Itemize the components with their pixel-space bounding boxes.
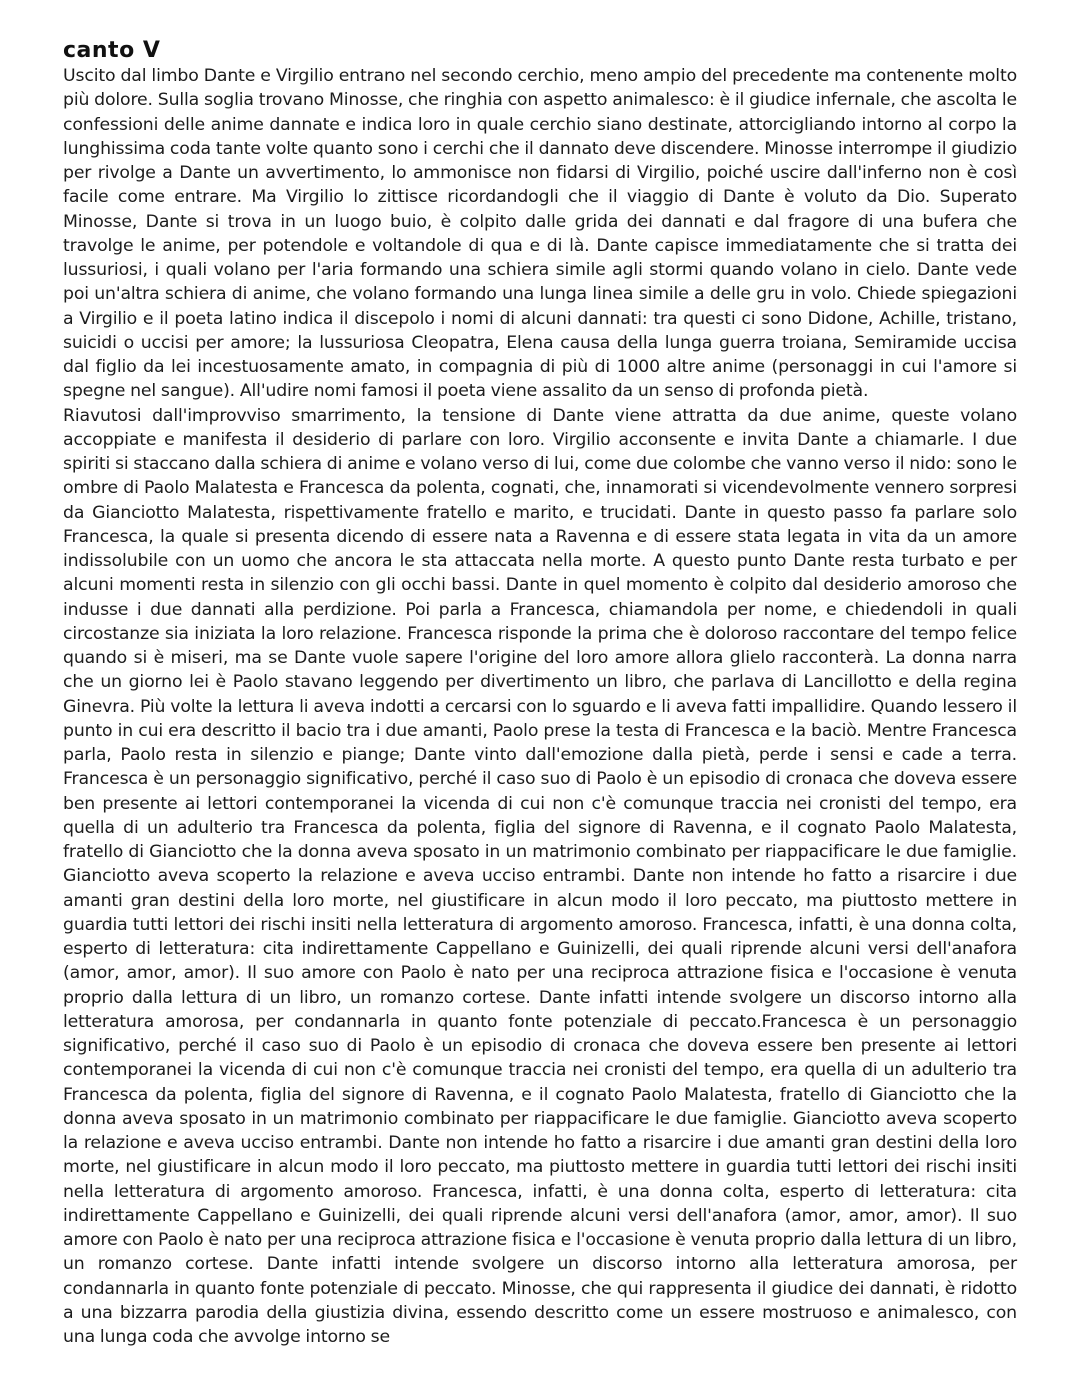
- page-title: canto V: [63, 38, 161, 63]
- paragraph-paolo-francesca: Riavutosi dall'improvviso smarrimento, la tensione di Dante viene attratta da due anime, queste volano accoppiate e manifesta il desiderio di parlare con loro. Virgilio acconsente e invita Dante a chiamarle. I due spiriti si staccano dalla schiera di anime e volano verso di lui, come due colombe che vanno verso il nido: sono le ombre di Paolo Malatesta e Francesca da polenta, cognati, che, innamorati si vicendevolmente vennero sorpresi da Gianciotto Malatesta, rispettivamente fratello e marito, e trucidati. Dante in questo passo fa parlare solo Francesca, la quale si presenta dicendo di essere nata a Ravenna e di essere stata legata in vita da un amore indissolubile con un uomo che ancora le sta attaccata nella morte. A questo punto Dante resta turbato e per alcuni momenti resta in silenzio con gli occhi bassi. Dante in quel momento è colpito dal desiderio amoroso che indusse i due dannati alla perdizione. Poi parla a Francesca, chiamandola per nome, e chiedendoli in quali circostanze sia iniziata la loro relazione. Francesca risponde la prima che è doloroso raccontare del tempo felice quando si è miseri, ma se Dante vuole sapere l'origine del loro amore allora glielo racconterà. La donna narra che un giorno lei è Paolo stavano leggendo per divertimento un libro, che parlava di Lancillotto e della regina Ginevra. Più volte la lettura li aveva indotti a cercarsi con lo sguardo e li aveva fatti impallidire. Quando lessero il punto in cui era descritto il bacio tra i due amanti, Paolo prese la testa di Francesca e la baciò. Mentre Francesca parla, Paolo resta in silenzio e piange; Dante vinto dall'emozione dalla pietà, perde i sensi e cade a terra. Francesca è un personaggio significativo, perché il caso suo di Paolo è un episodio di cronaca che doveva essere ben presente ai lettori contemporanei la vicenda di cui non c'è comunque traccia nei cronisti del tempo, era quella di un adulterio tra Francesca da polenta, figlia del signore di Ravenna, e il cognato Paolo Malatesta, fratello di Gianciotto che la donna aveva sposato in un matrimonio combinato per riappacificare le due famiglie. Gianciotto aveva scoperto la relazione e aveva ucciso entrambi. Dante non intende ho fatto a risarcire i due amanti gran destini della loro morte, nel giustificare in alcun modo il loro peccato, ma piuttosto mettere in guardia tutti lettori dei rischi insiti nella letteratura di argomento amoroso. Francesca, infatti, è una donna colta, esperto di letteratura: cita indirettamente Cappellano e Guinizelli, dei quali riprende alcuni versi dell'anafora (amor, amor, amor). Il suo amore con Paolo è nato per una reciproca attrazione fisica e l'occasione è venuta proprio dalla lettura di un libro, un romanzo cortese. Dante infatti intende svolgere un discorso intorno alla letteratura amorosa, per condannarla in quanto fonte potenziale di peccato.Francesca è un personaggio significativo, perché il caso suo di Paolo è un episodio di cronaca che doveva essere ben presente ai lettori contemporanei la vicenda di cui non c'è comunque traccia nei cronisti del tempo, era quella di un adulterio tra Francesca da polenta, figlia del signore di Ravenna, e il cognato Paolo Malatesta, fratello di Gianciotto che la donna aveva sposato in un matrimonio combinato per riappacificare le due famiglie. Gianciotto aveva scoperto la relazione e aveva ucciso entrambi. Dante non intende ho fatto a risarcire i due amanti gran destini della loro morte, nel giustificare in alcun modo il loro peccato, ma piuttosto mettere in guardia tutti lettori dei rischi insiti nella letteratura di argomento amoroso. Francesca, infatti, è una donna colta, esperto di letteratura: cita indirettamente Cappellano e Guinizelli, dei quali riprende alcuni versi dell'anafora (amor, amor, amor). Il suo amore con Paolo è nato per una reciproca attrazione fisica e l'occasione è venuta proprio dalla lettura di un libro, un romanzo cortese. Dante infatti intende svolgere un discorso intorno alla letteratura amorosa, per condannarla in quanto fonte potenziale di peccato. Minosse, che qui rappresenta il giudice dei dannati, è ridotto a una bizzarra parodia della giustizia divina, essendo descritto come un essere mostruoso e animalesco, con una lunga coda che avvolge intorno se: [63, 405, 1017, 1347]
- document-page: [63, 38, 1017, 1349]
- paragraph-summary-first-part: Uscito dal limbo Dante e Virgilio entrano nel secondo cerchio, meno ampio del precedente ma contenente molto più dolore. Sulla soglia trovano Minosse, che ringhia con aspetto animalesco: è il giudice infernale, che ascolta le confessioni delle anime dannate e indica loro in quale cerchio siano destinate, attorcigliando intorno al corpo la lunghissima coda tante volte quanto sono i cerchi che il dannato deve discendere. Minosse interrompe il giudizio per rivolge a Dante un avvertimento, lo ammonisce non fidarsi di Virgilio, poiché uscire dall'inferno non è così facile come entrare. Ma Virgilio lo zittisce ricordandogli che il viaggio di Dante è voluto da Dio. Superato Minosse, Dante si trova in un luogo buio, è colpito dalle grida dei dannati e dal fragore di una bufera che travolge le anime, per potendole e voltandole di qua e di là. Dante capisce immediatamente che si tratta dei lussuriosi, i quali volano per l'aria formando una schiera simile agli stormi quando volano in cielo. Dante vede poi un'altra schiera di anime, che volano formando una lunga linea simile a delle gru in volo. Chiede spiegazioni a Virgilio e il poeta latino indica il discepolo i nomi di alcuni dannati: tra questi ci sono Didone, Achille, tristano, suicidi o uccisi per amore; la lussuriosa Cleopatra, Elena causa della lunga guerra troiana, Semiramide uccisa dal figlio da lei incestuosamente amato, in compagnia di più di 1000 altre anime (personaggi in cui l'amore si spegne nel sangue). All'udire nomi famosi il poeta viene assalito da un senso di profonda pietà.: [63, 66, 1017, 402]
